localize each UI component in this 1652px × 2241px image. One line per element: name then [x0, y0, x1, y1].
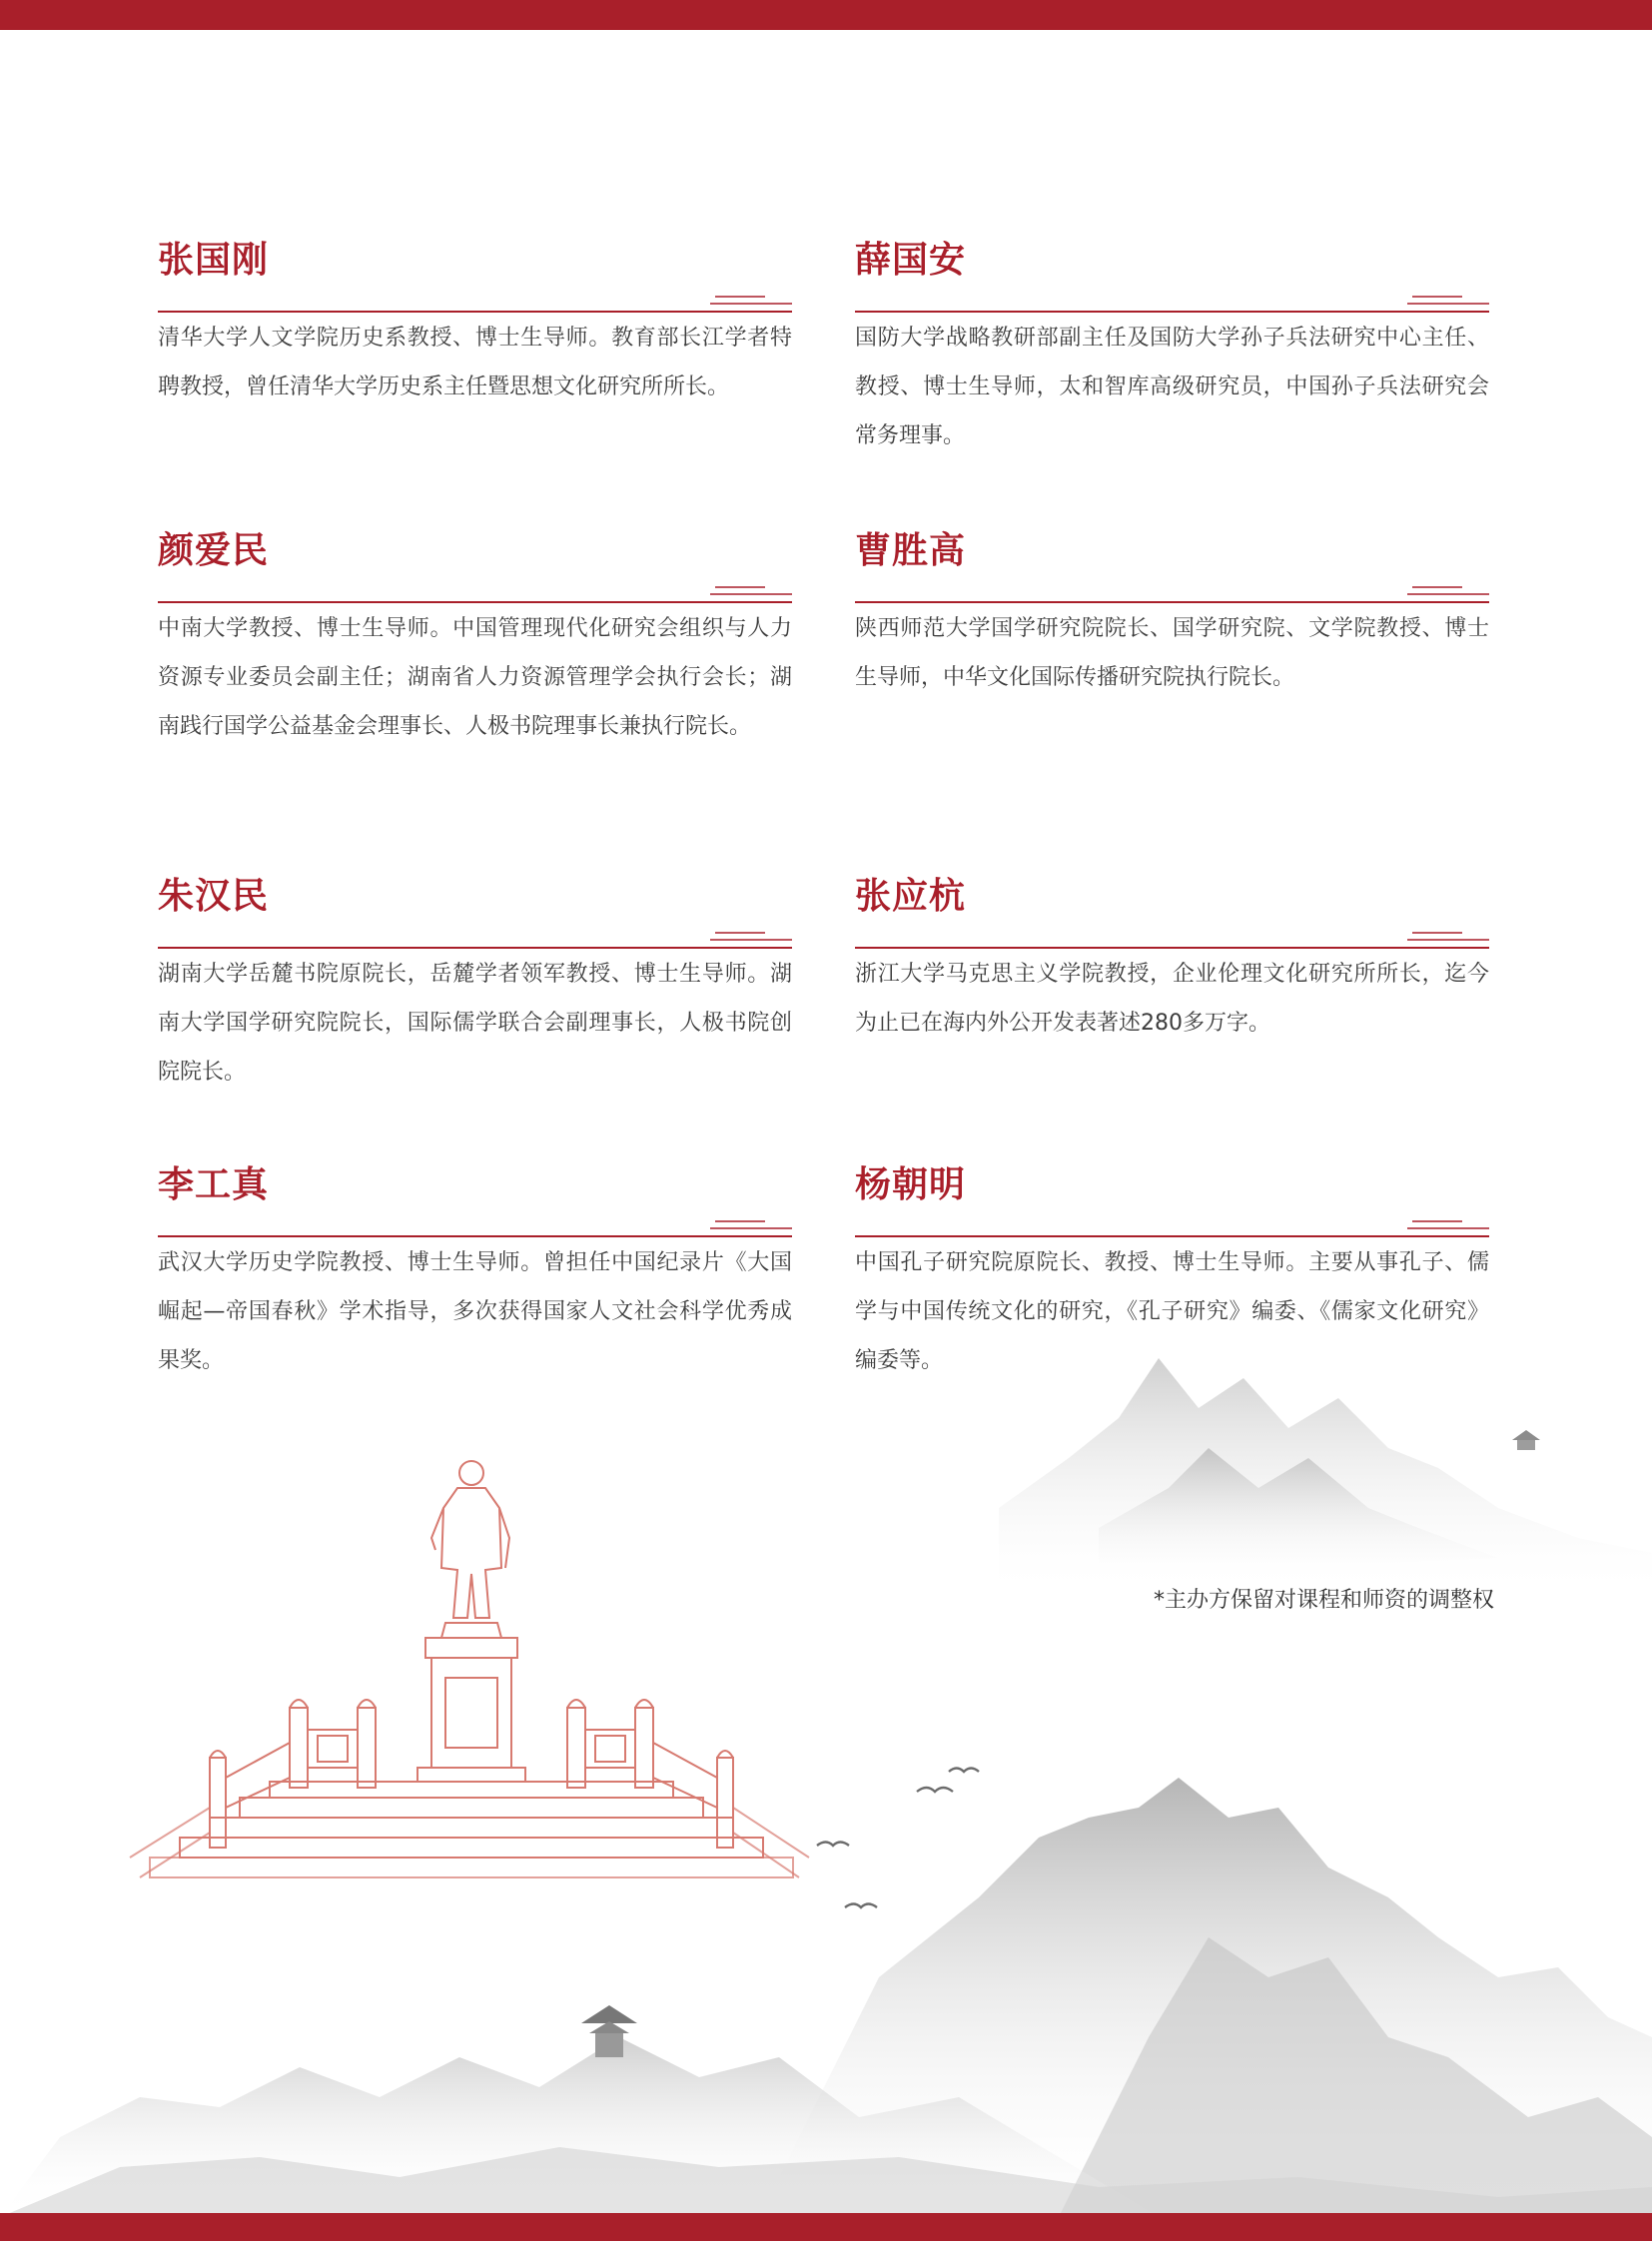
profile-name: 朱汉民 [158, 876, 270, 917]
footnote: *主办方保留对课程和师资的调整权 [1153, 1588, 1494, 1613]
profile-description: 国防大学战略教研部副主任及国防大学孙子兵法研究中心主任、教授、博士生导师，太和智库高级研究员，中国孙子兵法研究会常务理事。 [855, 326, 1489, 448]
profile-name: 颜爱民 [158, 530, 270, 571]
profile-description: 中国孔子研究院原院长、教授、博士生导师。主要从事孔子、儒学与中国传统文化的研究，《孔子研究》编委、《儒家文化研究》编委等。 [855, 1250, 1489, 1373]
profile-description: 浙江大学马克思主义学院教授，企业伦理文化研究所所长，迄今为止已在海内外公开发表著述280多万字。 [855, 962, 1489, 1036]
bottom-bar [0, 2213, 1652, 2241]
top-bar [0, 0, 1652, 30]
profile-name: 杨朝明 [855, 1164, 967, 1205]
statue-monument-icon [130, 1461, 809, 1877]
profile-name: 李工真 [158, 1164, 270, 1205]
profile-description: 清华大学人文学院历史系教授、博士生导师。教育部长江学者特聘教授，曾任清华大学历史系主任暨思想文化研究所所长。 [158, 326, 792, 399]
ink-landscape-illustration [0, 1338, 1652, 2217]
profile-description: 武汉大学历史学院教授、博士生导师。曾担任中国纪录片《大国崛起—帝国春秋》学术指导，多次获得国家人文社会科学优秀成果奖。 [158, 1250, 792, 1373]
profile-description: 中南大学教授、博士生导师。中国管理现代化研究会组织与人力资源专业委员会副主任；湖南省人力资源管理学会执行会长；湖南践行国学公益基金会理事长、人极书院理事长兼执行院长。 [158, 616, 792, 739]
profile-description: 湖南大学岳麓书院原院长，岳麓学者领军教授、博士生导师。湖南大学国学研究院院长，国际儒学联合会副理事长，人极书院创院院长。 [158, 962, 792, 1085]
profile-name: 薛国安 [855, 240, 967, 281]
profile-name: 张应杭 [855, 876, 967, 917]
profile-name: 曹胜高 [855, 530, 967, 571]
pavilion-icon [1512, 1430, 1540, 1450]
profile-name: 张国刚 [158, 240, 270, 281]
profile-description: 陕西师范大学国学研究院院长、国学研究院、文学院教授、博士生导师，中华文化国际传播研究院执行院长。 [855, 616, 1489, 690]
